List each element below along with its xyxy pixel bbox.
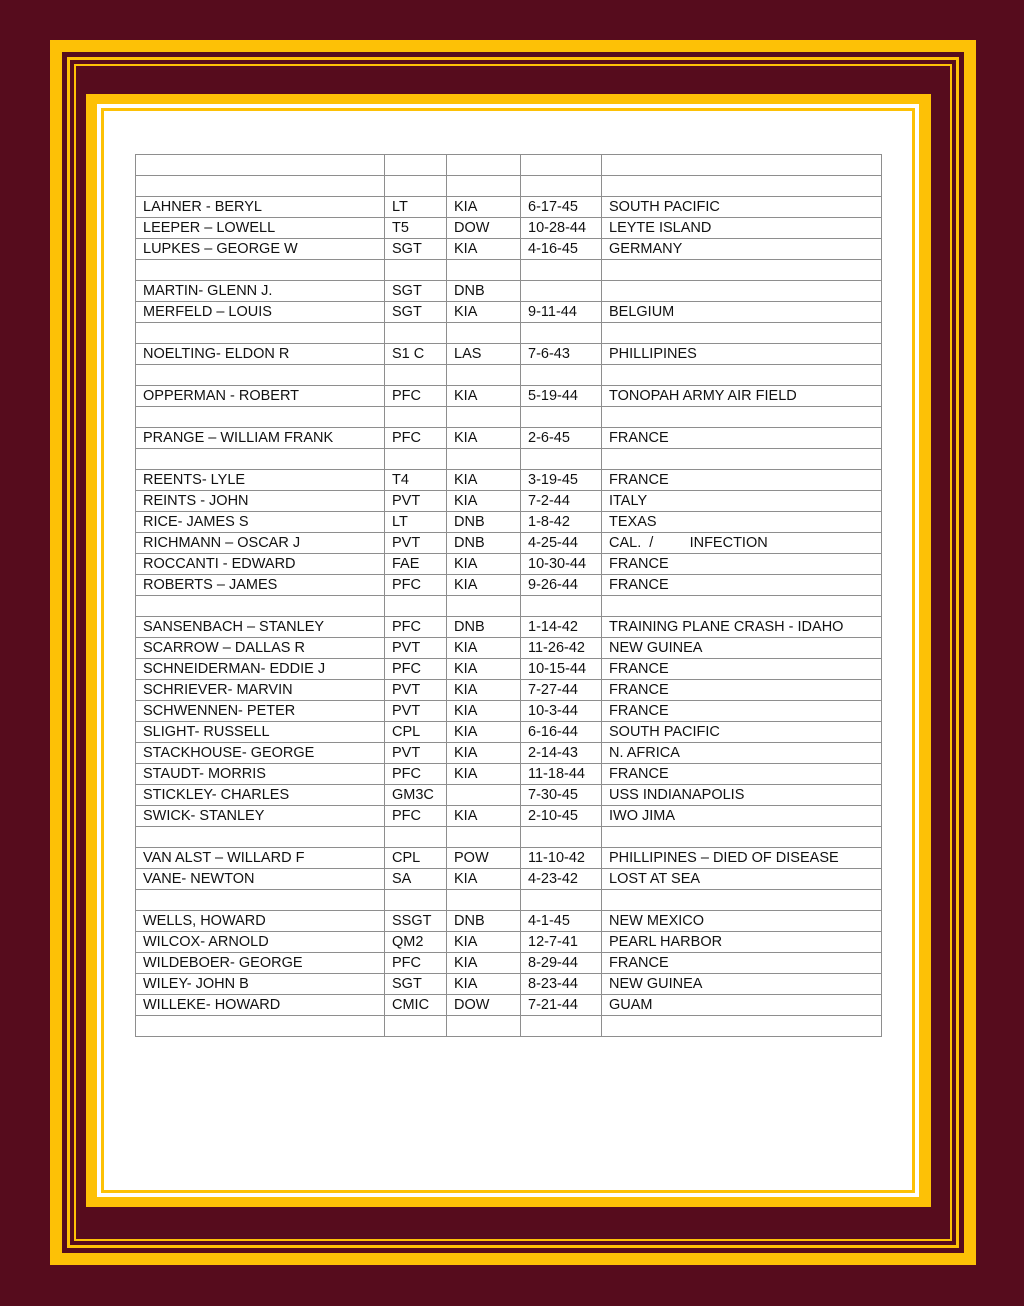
date-cell <box>521 260 602 281</box>
location-cell: TONOPAH ARMY AIR FIELD <box>602 386 882 407</box>
date-cell: 10-3-44 <box>521 701 602 722</box>
status-cell: KIA <box>447 386 521 407</box>
date-cell: 8-23-44 <box>521 974 602 995</box>
table-row <box>136 386 882 407</box>
rank-cell <box>385 596 447 617</box>
rank-cell: SGT <box>385 239 447 260</box>
date-cell <box>521 827 602 848</box>
name-cell: ROBERTS – JAMES <box>136 575 385 596</box>
name-cell: STACKHOUSE- GEORGE <box>136 743 385 764</box>
location-cell: FRANCE <box>602 470 882 491</box>
location-cell: FRANCE <box>602 701 882 722</box>
table-row <box>136 974 882 995</box>
rank-cell: T5 <box>385 218 447 239</box>
name-cell: SCHNEIDERMAN- EDDIE J <box>136 659 385 680</box>
date-cell: 4-16-45 <box>521 239 602 260</box>
name-cell: SWICK- STANLEY <box>136 806 385 827</box>
table-row <box>136 827 882 848</box>
name-cell: LAHNER - BERYL <box>136 197 385 218</box>
status-cell <box>447 155 521 176</box>
table-row <box>136 638 882 659</box>
table-row <box>136 575 882 596</box>
status-cell: KIA <box>447 575 521 596</box>
rank-cell: PFC <box>385 953 447 974</box>
name-cell: WILLEKE- HOWARD <box>136 995 385 1016</box>
name-cell: SLIGHT- RUSSELL <box>136 722 385 743</box>
table-row <box>136 197 882 218</box>
location-cell: TEXAS <box>602 512 882 533</box>
rank-cell: PVT <box>385 491 447 512</box>
status-cell: DNB <box>447 512 521 533</box>
location-cell: FRANCE <box>602 428 882 449</box>
table-row <box>136 449 882 470</box>
date-cell: 2-10-45 <box>521 806 602 827</box>
table-row <box>136 995 882 1016</box>
name-cell: NOELTING- ELDON R <box>136 344 385 365</box>
name-cell: STICKLEY- CHARLES <box>136 785 385 806</box>
location-cell: IWO JIMA <box>602 806 882 827</box>
rank-cell: T4 <box>385 470 447 491</box>
location-cell: NEW MEXICO <box>602 911 882 932</box>
name-cell <box>136 323 385 344</box>
location-cell <box>602 890 882 911</box>
rank-cell: PFC <box>385 659 447 680</box>
status-cell: DNB <box>447 533 521 554</box>
date-cell: 2-6-45 <box>521 428 602 449</box>
rank-cell: PFC <box>385 806 447 827</box>
rank-cell: PVT <box>385 638 447 659</box>
rank-cell: CPL <box>385 722 447 743</box>
status-cell: DNB <box>447 911 521 932</box>
location-cell <box>602 323 882 344</box>
table-row <box>136 659 882 680</box>
status-cell <box>447 260 521 281</box>
status-cell: KIA <box>447 470 521 491</box>
table-row <box>136 932 882 953</box>
table-row <box>136 722 882 743</box>
name-cell <box>136 407 385 428</box>
rank-cell: LT <box>385 197 447 218</box>
table-row <box>136 302 882 323</box>
table-row <box>136 953 882 974</box>
status-cell: DNB <box>447 281 521 302</box>
date-cell: 7-27-44 <box>521 680 602 701</box>
status-cell <box>447 449 521 470</box>
location-cell: FRANCE <box>602 680 882 701</box>
date-cell: 11-10-42 <box>521 848 602 869</box>
rank-cell: SGT <box>385 281 447 302</box>
name-cell: ROCCANTI - EDWARD <box>136 554 385 575</box>
status-cell: KIA <box>447 764 521 785</box>
location-cell: PHILLIPINES – DIED OF DISEASE <box>602 848 882 869</box>
rank-cell <box>385 260 447 281</box>
rank-cell: LT <box>385 512 447 533</box>
name-cell: VAN ALST – WILLARD F <box>136 848 385 869</box>
name-cell: MERFELD – LOUIS <box>136 302 385 323</box>
date-cell: 4-1-45 <box>521 911 602 932</box>
date-cell: 7-6-43 <box>521 344 602 365</box>
table-row <box>136 554 882 575</box>
status-cell: KIA <box>447 932 521 953</box>
location-cell: USS INDIANAPOLIS <box>602 785 882 806</box>
rank-cell <box>385 1016 447 1037</box>
location-cell: BELGIUM <box>602 302 882 323</box>
date-cell <box>521 890 602 911</box>
location-cell: PHILLIPINES <box>602 344 882 365</box>
location-cell <box>602 155 882 176</box>
date-cell <box>521 365 602 386</box>
table-row <box>136 701 882 722</box>
location-cell: FRANCE <box>602 953 882 974</box>
table-row <box>136 260 882 281</box>
table-row <box>136 155 882 176</box>
status-cell: LAS <box>447 344 521 365</box>
name-cell <box>136 155 385 176</box>
name-cell <box>136 1016 385 1037</box>
status-cell: POW <box>447 848 521 869</box>
rank-cell: PFC <box>385 386 447 407</box>
name-cell: SCHWENNEN- PETER <box>136 701 385 722</box>
status-cell <box>447 785 521 806</box>
location-cell: PEARL HARBOR <box>602 932 882 953</box>
date-cell <box>521 323 602 344</box>
name-cell: RICE- JAMES S <box>136 512 385 533</box>
roster-body <box>136 155 882 1037</box>
location-cell: GUAM <box>602 995 882 1016</box>
rank-cell: CMIC <box>385 995 447 1016</box>
rank-cell <box>385 449 447 470</box>
status-cell <box>447 827 521 848</box>
table-row <box>136 239 882 260</box>
name-cell <box>136 176 385 197</box>
date-cell: 5-19-44 <box>521 386 602 407</box>
status-cell <box>447 365 521 386</box>
status-cell <box>447 323 521 344</box>
rank-cell <box>385 155 447 176</box>
table-row <box>136 911 882 932</box>
table-row <box>136 218 882 239</box>
status-cell: KIA <box>447 302 521 323</box>
name-cell: REENTS- LYLE <box>136 470 385 491</box>
location-cell: ITALY <box>602 491 882 512</box>
table-row <box>136 848 882 869</box>
status-cell: KIA <box>447 806 521 827</box>
date-cell: 10-15-44 <box>521 659 602 680</box>
rank-cell: PVT <box>385 701 447 722</box>
status-cell: KIA <box>447 554 521 575</box>
location-cell <box>602 176 882 197</box>
date-cell: 8-29-44 <box>521 953 602 974</box>
location-cell: FRANCE <box>602 659 882 680</box>
rank-cell <box>385 407 447 428</box>
status-cell: KIA <box>447 974 521 995</box>
date-cell <box>521 407 602 428</box>
status-cell: KIA <box>447 869 521 890</box>
date-cell: 7-2-44 <box>521 491 602 512</box>
location-cell: FRANCE <box>602 554 882 575</box>
location-cell <box>602 827 882 848</box>
name-cell: OPPERMAN - ROBERT <box>136 386 385 407</box>
location-cell <box>602 407 882 428</box>
table-row <box>136 323 882 344</box>
date-cell <box>521 1016 602 1037</box>
name-cell: WILCOX- ARNOLD <box>136 932 385 953</box>
rank-cell: PFC <box>385 575 447 596</box>
table-row <box>136 869 882 890</box>
name-cell: WELLS, HOWARD <box>136 911 385 932</box>
rank-cell: FAE <box>385 554 447 575</box>
table-row <box>136 617 882 638</box>
name-cell: SANSENBACH – STANLEY <box>136 617 385 638</box>
name-cell: VANE- NEWTON <box>136 869 385 890</box>
status-cell: KIA <box>447 743 521 764</box>
date-cell: 12-7-41 <box>521 932 602 953</box>
name-cell: SCARROW – DALLAS R <box>136 638 385 659</box>
status-cell: KIA <box>447 953 521 974</box>
date-cell: 4-25-44 <box>521 533 602 554</box>
location-cell <box>602 260 882 281</box>
table-row <box>136 428 882 449</box>
status-cell: KIA <box>447 680 521 701</box>
rank-cell: PFC <box>385 617 447 638</box>
status-cell: KIA <box>447 638 521 659</box>
status-cell: DOW <box>447 995 521 1016</box>
date-cell: 2-14-43 <box>521 743 602 764</box>
table-row <box>136 533 882 554</box>
date-cell: 7-21-44 <box>521 995 602 1016</box>
rank-cell: SGT <box>385 974 447 995</box>
table-row <box>136 176 882 197</box>
location-cell <box>602 596 882 617</box>
date-cell: 1-14-42 <box>521 617 602 638</box>
status-cell <box>447 890 521 911</box>
status-cell <box>447 176 521 197</box>
date-cell: 9-11-44 <box>521 302 602 323</box>
table-row <box>136 512 882 533</box>
location-cell: N. AFRICA <box>602 743 882 764</box>
name-cell: WILEY- JOHN B <box>136 974 385 995</box>
date-cell: 10-30-44 <box>521 554 602 575</box>
location-cell: LOST AT SEA <box>602 869 882 890</box>
table-row <box>136 1016 882 1037</box>
status-cell: DOW <box>447 218 521 239</box>
name-cell: LUPKES – GEORGE W <box>136 239 385 260</box>
name-cell <box>136 596 385 617</box>
rank-cell: S1 C <box>385 344 447 365</box>
date-cell: 10-28-44 <box>521 218 602 239</box>
date-cell: 6-16-44 <box>521 722 602 743</box>
status-cell <box>447 596 521 617</box>
casualty-roster-table <box>135 154 882 1037</box>
location-cell: LEYTE ISLAND <box>602 218 882 239</box>
status-cell <box>447 1016 521 1037</box>
name-cell <box>136 827 385 848</box>
location-cell: CAL. / INFECTION <box>602 533 882 554</box>
date-cell <box>521 176 602 197</box>
table-row <box>136 743 882 764</box>
name-cell <box>136 449 385 470</box>
name-cell: RICHMANN – OSCAR J <box>136 533 385 554</box>
rank-cell: GM3C <box>385 785 447 806</box>
name-cell <box>136 890 385 911</box>
rank-cell: PVT <box>385 680 447 701</box>
date-cell <box>521 449 602 470</box>
table-row <box>136 596 882 617</box>
table-row <box>136 344 882 365</box>
table-row <box>136 764 882 785</box>
table-row <box>136 407 882 428</box>
table-row <box>136 890 882 911</box>
name-cell: LEEPER – LOWELL <box>136 218 385 239</box>
name-cell: WILDEBOER- GEORGE <box>136 953 385 974</box>
date-cell: 1-8-42 <box>521 512 602 533</box>
location-cell: SOUTH PACIFIC <box>602 722 882 743</box>
table-row <box>136 680 882 701</box>
name-cell <box>136 365 385 386</box>
rank-cell: SA <box>385 869 447 890</box>
table-row <box>136 806 882 827</box>
location-cell: FRANCE <box>602 764 882 785</box>
name-cell <box>136 260 385 281</box>
status-cell: KIA <box>447 491 521 512</box>
rank-cell: PFC <box>385 428 447 449</box>
status-cell: KIA <box>447 428 521 449</box>
status-cell <box>447 407 521 428</box>
date-cell: 3-19-45 <box>521 470 602 491</box>
location-cell <box>602 449 882 470</box>
rank-cell <box>385 827 447 848</box>
name-cell: PRANGE – WILLIAM FRANK <box>136 428 385 449</box>
rank-cell <box>385 365 447 386</box>
name-cell: STAUDT- MORRIS <box>136 764 385 785</box>
location-cell: TRAINING PLANE CRASH - IDAHO <box>602 617 882 638</box>
location-cell: GERMANY <box>602 239 882 260</box>
rank-cell: CPL <box>385 848 447 869</box>
status-cell: KIA <box>447 659 521 680</box>
table-row <box>136 365 882 386</box>
rank-cell: SGT <box>385 302 447 323</box>
rank-cell: PFC <box>385 764 447 785</box>
rank-cell <box>385 890 447 911</box>
rank-cell: PVT <box>385 533 447 554</box>
date-cell: 7-30-45 <box>521 785 602 806</box>
rank-cell: PVT <box>385 743 447 764</box>
location-cell: FRANCE <box>602 575 882 596</box>
rank-cell: QM2 <box>385 932 447 953</box>
date-cell <box>521 155 602 176</box>
location-cell <box>602 365 882 386</box>
name-cell: REINTS - JOHN <box>136 491 385 512</box>
location-cell: NEW GUINEA <box>602 638 882 659</box>
location-cell: NEW GUINEA <box>602 974 882 995</box>
status-cell: KIA <box>447 701 521 722</box>
date-cell <box>521 596 602 617</box>
status-cell: KIA <box>447 722 521 743</box>
date-cell: 11-26-42 <box>521 638 602 659</box>
location-cell <box>602 281 882 302</box>
date-cell: 4-23-42 <box>521 869 602 890</box>
date-cell: 6-17-45 <box>521 197 602 218</box>
rank-cell <box>385 323 447 344</box>
rank-cell <box>385 176 447 197</box>
table-row <box>136 470 882 491</box>
location-cell <box>602 1016 882 1037</box>
status-cell: DNB <box>447 617 521 638</box>
name-cell: SCHRIEVER- MARVIN <box>136 680 385 701</box>
table-row <box>136 491 882 512</box>
table-row <box>136 281 882 302</box>
status-cell: KIA <box>447 239 521 260</box>
status-cell: KIA <box>447 197 521 218</box>
date-cell <box>521 281 602 302</box>
date-cell: 9-26-44 <box>521 575 602 596</box>
location-cell: SOUTH PACIFIC <box>602 197 882 218</box>
rank-cell: SSGT <box>385 911 447 932</box>
name-cell: MARTIN- GLENN J. <box>136 281 385 302</box>
date-cell: 11-18-44 <box>521 764 602 785</box>
table-row <box>136 785 882 806</box>
